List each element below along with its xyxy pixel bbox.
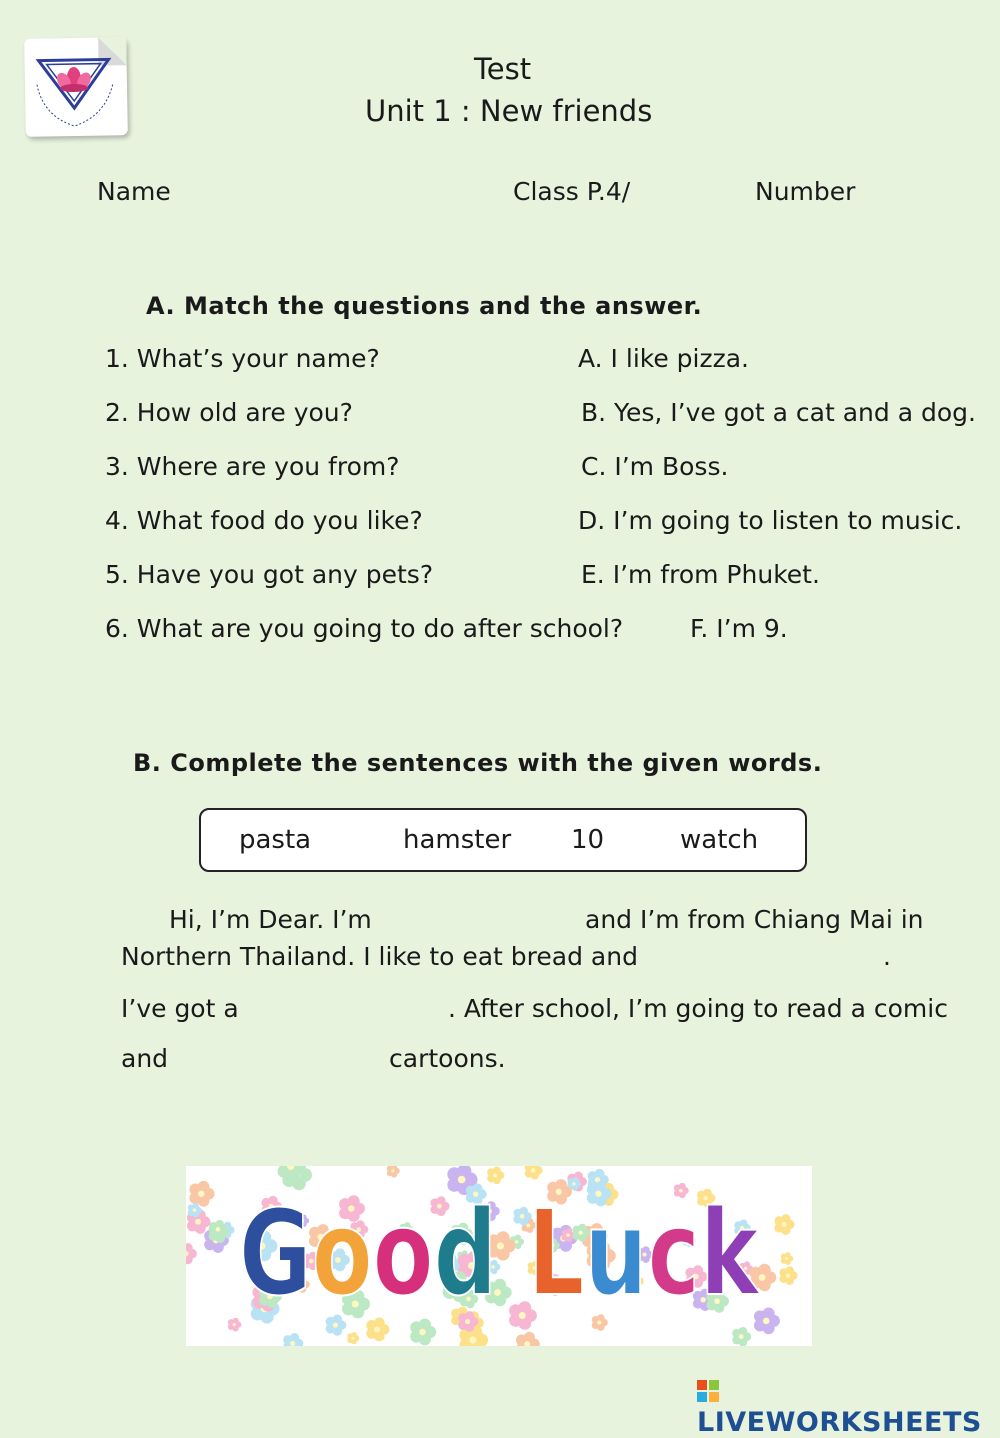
word-10: 10 — [571, 825, 605, 855]
question-5: 5. Have you got any pets? — [105, 560, 434, 589]
answer-d: D. I’m going to listen to music. — [578, 506, 963, 535]
question-2: 2. How old are you? — [105, 398, 353, 427]
answer-b: B. Yes, I’ve got a cat and a dog. — [581, 398, 976, 427]
school-logo — [24, 37, 128, 137]
passage-line3-end: . After school, I’m going to read a comic — [448, 994, 948, 1023]
answer-f: F. I’m 9. — [690, 614, 788, 643]
test-title: Test — [474, 52, 532, 86]
flower-icon — [779, 1266, 797, 1285]
good-luck-banner — [186, 1166, 812, 1346]
banner-letter — [497, 1184, 528, 1322]
brand-logo-icon — [697, 1378, 719, 1400]
word-bank — [199, 808, 807, 872]
passage-line1-start: Hi, I’m Dear. I’m — [169, 905, 372, 934]
passage-line3-start: I’ve got a — [121, 994, 239, 1023]
flower-icon — [347, 1332, 359, 1344]
class-label: Class P.4/ — [513, 177, 631, 206]
flower-icon — [410, 1319, 436, 1346]
banner-letter: u — [584, 1184, 669, 1322]
flower-icon — [487, 1167, 504, 1185]
banner-letter: G — [239, 1184, 336, 1322]
question-6: 6. What are you going to do after school? — [105, 614, 624, 643]
passage-line4-end: cartoons. — [389, 1044, 506, 1073]
passage-line4-start: and — [121, 1044, 169, 1073]
good-luck-text — [239, 1184, 779, 1322]
brand-text: LIVEWORKSHEETS — [697, 1407, 982, 1438]
flower-icon — [732, 1327, 751, 1346]
unit-title: Unit 1 : New friends — [365, 94, 653, 128]
section-b-heading: B. Complete the sentences with the given words. — [133, 749, 823, 777]
question-1: 1. What’s your name? — [105, 344, 380, 373]
liveworksheets-brand — [697, 1376, 1000, 1438]
word-hamster: hamster — [403, 825, 512, 855]
flower-icon — [189, 1181, 214, 1207]
number-label: Number — [755, 177, 856, 206]
banner-letter: o — [372, 1184, 454, 1322]
banner-letter: o — [311, 1184, 393, 1322]
name-label: Name — [97, 177, 171, 206]
flower-icon — [283, 1333, 303, 1346]
flower-icon — [781, 1252, 793, 1265]
floral-background-icon — [186, 1166, 812, 1346]
flower-icon — [774, 1214, 794, 1235]
answer-c: C. I’m Boss. — [581, 452, 729, 481]
answer-e: E. I’m from Phuket. — [581, 560, 820, 589]
flower-icon — [387, 1166, 400, 1178]
passage-line2-start: Northern Thailand. I like to eat bread and — [121, 942, 638, 971]
banner-letter: k — [700, 1184, 779, 1322]
passage-line1-end: and I’m from Chiang Mai in — [585, 905, 924, 934]
passage-line2-end: . — [883, 942, 891, 971]
word-pasta: pasta — [239, 825, 312, 855]
banner-letter: d — [433, 1184, 519, 1322]
question-4: 4. What food do you like? — [105, 506, 423, 535]
answer-a: A. I like pizza. — [578, 344, 750, 373]
flower-icon — [186, 1243, 197, 1264]
question-3: 3. Where are you from? — [105, 452, 400, 481]
banner-letter: c — [647, 1184, 718, 1322]
banner-letter: L — [527, 1184, 604, 1322]
flower-icon — [516, 1332, 540, 1346]
word-watch: watch — [680, 825, 759, 855]
lotus-logo-icon — [24, 37, 128, 137]
flower-icon — [525, 1166, 543, 1180]
section-a-heading: A. Match the questions and the answer. — [146, 292, 703, 320]
